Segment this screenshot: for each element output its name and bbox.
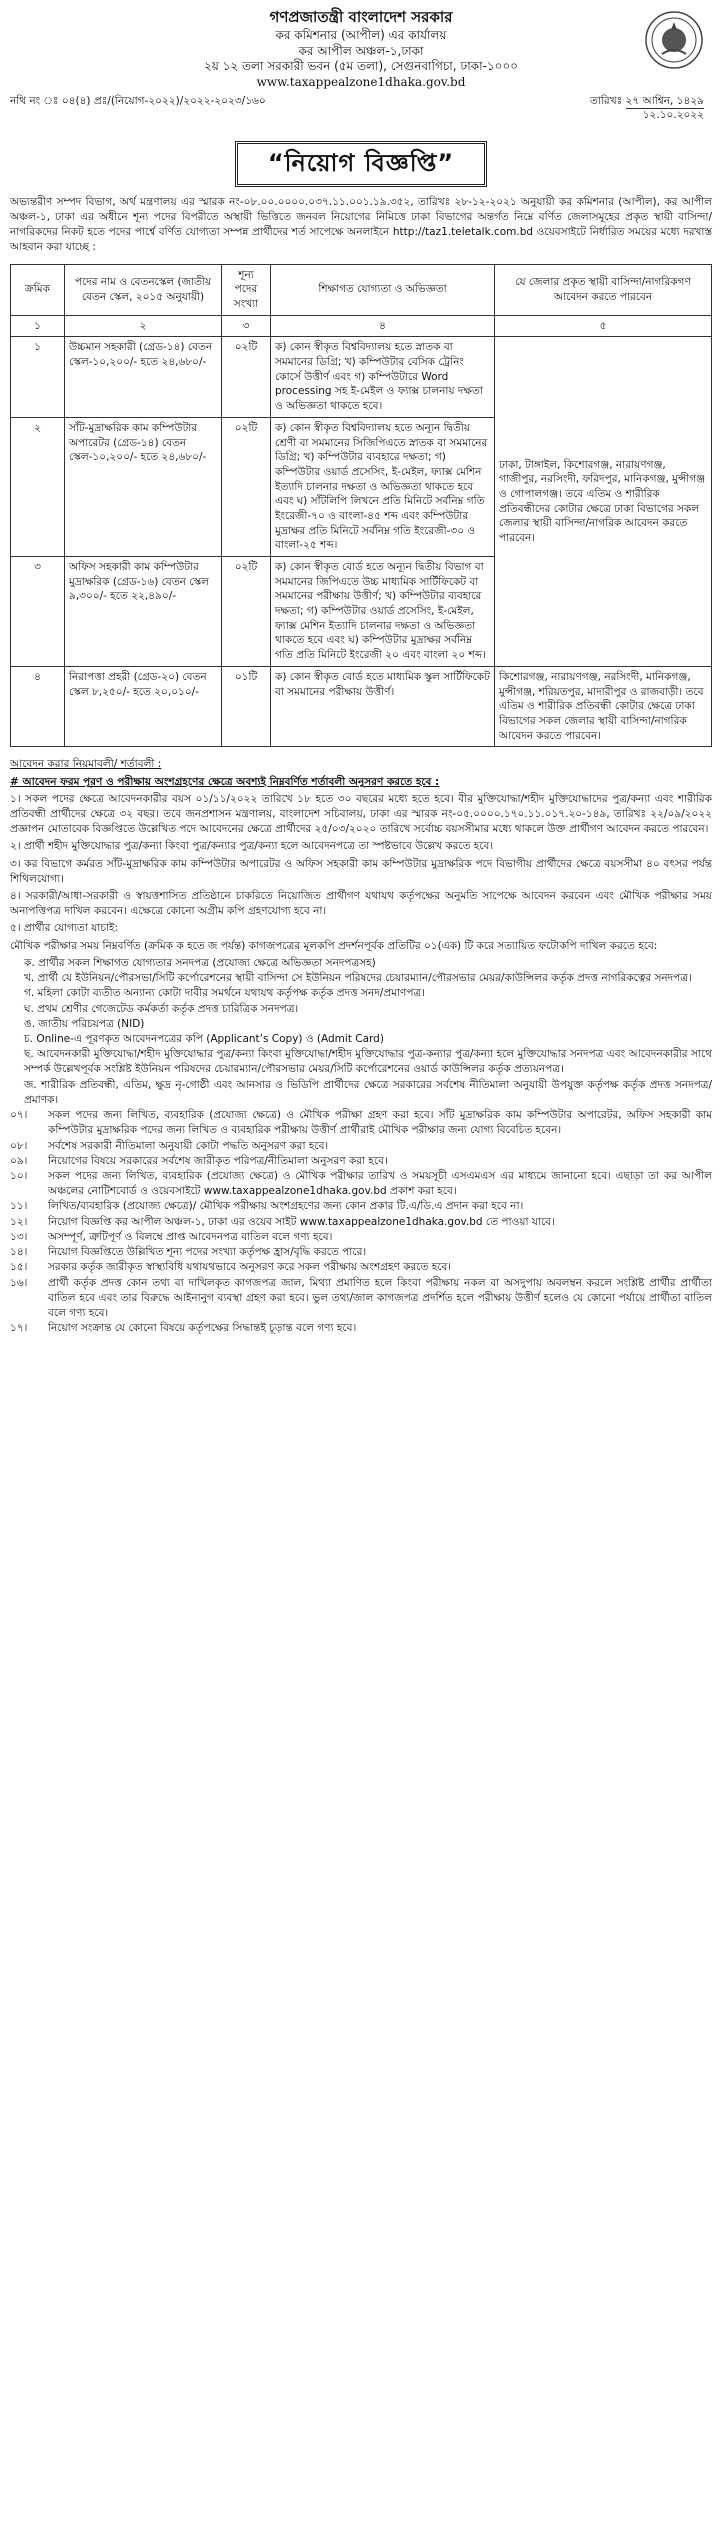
date-label: তারিখঃ <box>590 95 623 108</box>
item-number: ০৮। <box>10 1139 28 1152</box>
rule-paragraph: ১। সকল পদের ক্ষেত্রে আবেদনকারীর বয়স ০১/১১/২০২২ তারিখে ১৮ হতে ৩০ বছরের মধ্যে হতে হবে। বীর মুক্তিযোদ্ধা/শহীদ মুক্তিযোদ্ধাদের পুত্র/কন্যা এবং শারীরিক প্রতিবন্ধী প্রার্থীদের ক্ষেত্রে ৩২ বছর। তবে জনপ্রশাসন মন্ত্রণালয়, বাংলাদেশ সচিবালয়, ঢাকা এর স্মারক নং-০৫.০০০০.১৭০.১১.০১৭.২০-১৪৯, তারিখঃ ২২/০৯/২০২২ প্রজ্ঞাপন মোতাবেক বিজ্ঞপ্তিতে উল্লেখিত পদে আবেদনের ক্ষেত্রে প্রার্থীদের ২৫/০৩/২০২০ তারিখে সর্বোচ্চ বয়সসীমার মধ্যে থাকলে উক্ত প্রার্থীগণ আবেদন করতে পারবেন। <box>10 792 712 836</box>
item-text: সর্বশেষ সরকারী নীতিমালা অনুযায়ী কোটা পদ্ধতি অনুসরণ করা হবে। <box>48 1139 329 1152</box>
row-post: উচ্চমান সহকারী (গ্রেড-১৪) বেতন স্কেল-১০,২০০/- হতে ২৪,৬৮০/- <box>65 337 222 417</box>
office-address: ২য় ১২ তলা সরকারী ভবন (৫ম তলা), সেগুনবাগিচা, ঢাকা-১০০০ <box>203 59 519 74</box>
date-block <box>590 95 704 123</box>
government-seal-icon <box>644 10 704 70</box>
document-item: ঙ. জাতীয় পরিচয়পত্র (NID) <box>24 1017 145 1030</box>
row-serial: ১ <box>11 337 65 417</box>
header-serial: ক্রমিক <box>11 264 65 315</box>
date-english: ১২.১০.২০২২ <box>642 108 704 121</box>
document-item: ঘ. প্রথম শ্রেণীর গেজেটেড কর্মকর্তা কর্তৃক প্রদত্ত চারিত্রিক সনদপত্র। <box>24 1002 299 1015</box>
row-districts: ঢাকা, টাঙ্গাইল, কিশোরগঞ্জ, নারায়ণগঞ্জ, গাজীপুর, নরসিংদী, ফরিদপুর, মানিকগঞ্জ, মুন্সীগঞ্জ ও গোপালগঞ্জ। তবে এতিম ও শারীরিক প্রতিবন্ধীদের কোটার ক্ষেত্রে ঢাকা বিভাগের সকল জেলার স্থায়ী বাসিন্দা/নাগরিক আবেদন করতে পারবেন। <box>495 337 712 666</box>
row-vacancy: ০২টি <box>222 337 271 417</box>
item-text: সরকার কর্তৃক জারীকৃত স্বাস্থ্যবিধি যথাযথভাবে অনুসরণ করে সকল পরীক্ষায় অংশগ্রহণ করতে হবে। <box>48 1261 452 1274</box>
item-text: সকল পদের জন্য লিখিত, ব্যবহারিক (প্রযোজ্য ক্ষেত্রে) ও মৌখিক পরীক্ষার তারিখ ও সময়সূচী এসএমএস এর মাধ্যমে জানানো হবে। এছাড়া তা কর আপীল অঞ্চলের নোটিশবোর্ড ও ওয়েবসাইটে www.taxappealzone1dhaka.gov.bd প্রকাশ করা হবে। <box>48 1169 712 1198</box>
office-name: কর কমিশনার (আপীল) এর কার্যালয় <box>275 27 447 42</box>
memo-number: নথি নং ঃ ০৪(৪) প্রঃ/(নিয়োগ-২০২২)/২০২২-২০২৩/১৬০ <box>10 95 266 108</box>
column-number-row <box>11 315 712 337</box>
row-qualification: ক) কোন স্বীকৃত বোর্ড হতে অন্যূন দ্বিতীয় বিভাগ বা সমমানের জিপিএতে উচ্চ মাধ্যমিক সার্টিফিকেট বা সমমানের পরীক্ষায় উত্তীর্ণ; খ) কম্পিউটার ব্যবহারে দক্ষতা; গ) কম্পিউটার ওয়ার্ড প্রসেসিং, ই-মেইল, ফ্যাক্স মেশিন ইত্যাদি চালনার দক্ষতা ও অভিজ্ঞতা থাকতে হবে এবং ঘ) কম্পিউটার মুদ্রাক্ষর সর্বনিম্ন গতি প্রতি মিনিটে ইংরেজী ২০ এবং বাংলা ২০ শব্দ। <box>271 557 495 667</box>
item-text: প্রার্থী কর্তৃক প্রদত্ত কোন তথ্য বা দাখিলকৃত কাগজপত্র জাল, মিথ্যা প্রমাণিত হলে কিংবা পরীক্ষায় নকল বা অসদুপায় অবলম্বন করলে সংশ্লিষ্ট প্রার্থীর প্রার্থীতা বাতিল হবে এবং তার বিরুদ্ধে আইনানুগ ব্যবস্থা গ্রহণ করা হবে। ভুল তথ্য/জাল কাগজপত্র প্রদর্শিত হলে পরীক্ষায় উত্তীর্ণ হলেও যে কোনো পর্যায়ে প্রার্থীতা বাতিল বলে গণ্য হবে। <box>48 1276 712 1319</box>
row-vacancy: ০২টি <box>222 417 271 556</box>
reference-row <box>10 95 712 139</box>
row-vacancy: ০১টি <box>222 666 271 746</box>
letterhead <box>10 8 712 91</box>
list-item <box>10 1321 712 1336</box>
list-item <box>10 1230 712 1245</box>
zone-name: কর আপীল অঞ্চল-১,ঢাকা <box>298 43 424 58</box>
item-number: ১৭। <box>10 1322 28 1335</box>
item-text: অসম্পূর্ণ, ত্রুটিপূর্ণ ও বিলম্বে প্রাপ্ত আবেদনপত্র বাতিল বলে গণ্য হবে। <box>48 1230 333 1243</box>
posts-table <box>10 264 712 748</box>
intro-paragraph: অভ্যন্তরীণ সম্পদ বিভাগ, অর্থ মন্ত্রণালয় এর স্মারক নং-০৮.০০.০০০০.০৩৭.১১.০০১.১৯.৩৫২, তারিখঃ ২৮-১২-২০২১ অনুযায়ী কর কমিশনার (আপীল), কর আপীল অঞ্চল-১, ঢাকা এর অধীনে শূন্য পদের বিপরীতে অস্থায়ী ভিত্তিতে জনবল নিয়োগের নিমিত্তে ঢাকা বিভাগের অন্তর্গত নিম্নে বর্ণিত জেলাসমূহের প্রকৃত স্থায়ী বাসিন্দা/নাগরিকদের নিকট হতে পদের পার্শ্বে বর্ণিত যোগ্যতা সম্পন্ন প্রার্থীদের শর্ত সাপেক্ষে অনলাইনে http://taz1.teletalk.com.bd ওয়েবসাইটে নির্ধারিত সময়ের মধ্যে দরখাস্ত আহবান করা যাচ্ছে : <box>10 195 712 254</box>
header-qualification: শিক্ষাগত যোগ্যতা ও অভিজ্ঞতা <box>271 264 495 315</box>
table-row <box>11 337 712 417</box>
row-vacancy: ০২টি <box>222 557 271 667</box>
header-vacancy: শূন্য পদের সংখ্যা <box>222 264 271 315</box>
document-item: চ. Online-এ পূরণকৃত আবেদনপত্রের কপি (Applicant’s Copy) ও (Admit Card) <box>24 1033 384 1045</box>
row-serial: ২ <box>11 417 65 556</box>
item-number: ১০। <box>10 1169 28 1182</box>
item-number: ১৪। <box>10 1246 28 1259</box>
list-item <box>10 1215 712 1230</box>
list-item <box>10 1108 712 1138</box>
row-districts: কিশোরগঞ্জ, নারায়ণগঞ্জ, নরসিংদী, মানিকগঞ্জ, মুন্সীগঞ্জ, শরিয়তপুর, মাদারীপুর ও রাজবাড়ী। তবে এতিম ও শারীরিক প্রতিবন্ধী কোটার ক্ষেত্রে ঢাকা বিভাগের সকল জেলার স্থায়ী বাসিন্দা/নাগরিক আবেদন করতে পারবেন। <box>495 666 712 746</box>
date-bengali: ২৭ আশ্বিন, ১৪২৯ <box>625 95 704 108</box>
table-row <box>11 666 712 746</box>
document-item: ক. প্রার্থীর সকল শিক্ষাগত যোগ্যতার সনদপত্র (প্রযোজ্য ক্ষেত্রে অভিজ্ঞতা সনদপত্রসহ) <box>24 956 376 969</box>
row-post: অফিস সহকারী কাম কম্পিউটার মুদ্রাক্ষরিক (গ্রেড-১৬) বেতন স্কেল ৯,৩০০/- হতে ২২,৪৯০/- <box>65 557 222 667</box>
government-name: গণপ্রজাতন্ত্রী বাংলাদেশ সরকার <box>269 8 453 26</box>
title-wrap <box>10 141 712 187</box>
col-num: ২ <box>65 315 222 337</box>
rule-paragraph: ৫। প্রার্থীর যোগ্যতা যাচাই: <box>10 922 119 935</box>
table-header-row <box>11 264 712 315</box>
rule-paragraph: ৩। কর বিভাগে কর্মরত সাঁট-মুদ্রাক্ষরিক কাম কম্পিউটার অপারেটর ও অফিস সহকারী কাম কম্পিউটার মুদ্রাক্ষরিক পদে বিভাগীয় প্রার্থীদের ক্ষেত্রে বয়সসীমা ৪০ বৎসর পর্যন্ত শিথিলযোগ্য। <box>10 857 712 885</box>
header-post: পদের নাম ও বেতনস্কেল (জাতীয় বেতন স্কেল, ২০১৫ অনুযায়ী) <box>65 264 222 315</box>
website-url: www.taxappealzone1dhaka.gov.bd <box>256 75 466 90</box>
list-item <box>10 1276 712 1322</box>
item-text: নিয়োগ বিজ্ঞপ্তি কর আপীল অঞ্চল-১, ঢাকা এর ওয়েব সাইট www.taxappealzone1dhaka.gov.bd তে পাওয়া যাবে। <box>48 1215 555 1228</box>
list-item <box>10 1139 712 1154</box>
notice-title: “নিয়োগ বিজ্ঞপ্তি” <box>235 141 487 187</box>
row-qualification: ক) কোন স্বীকৃত বিশ্ববিদ্যালয় হতে অন্যূন দ্বিতীয় শ্রেণী বা সমমানের সিজিপিএতে স্নাতক বা সমমানের ডিগ্রি; খ) কম্পিউটার ব্যবহারে দক্ষতা; গ) কম্পিউটার ওয়ার্ড প্রসেসিং, ই-মেইল, ফ্যাক্স মেশিন ইত্যাদি চালনার দক্ষতা ও অভিজ্ঞতা থাকতে হবে এবং ঘ) সাঁটলিপি লিখনে প্রতি মিনিটে সর্বনিম্ন গতি ইংরেজী-৭০ ও বাংলা-৪৫ শব্দ এবং কম্পিউটার মুদ্রাক্ষর প্রতি মিনিটে সর্বনিম্ন গতি ইংরেজী-৩০ ও বাংলা-২৫ শব্দ। <box>271 417 495 556</box>
rule-paragraph: ৪। সরকারী/আধা-সরকারী ও স্বায়ত্তশাসিত প্রতিষ্ঠানে চাকরিতে নিয়োজিত প্রার্থীগণ যথাযথ কর্তৃপক্ষের অনুমতি সাপেক্ষে আবেদন করবেন এবং মৌখিক পরীক্ষার সময় অনাপত্তিপত্র দাখিল করবেন। এক্ষেত্রে কোনো অগ্রীম কপি গ্রহণযোগ্য হবে না। <box>10 890 712 918</box>
row-qualification: ক) কোন স্বীকৃত বিশ্ববিদ্যালয় হতে স্নাতক বা সমমানের ডিগ্রি; খ) কম্পিউটার বেসিক ট্রেনিং কোর্সে উত্তীর্ণ এবং গ) কম্পিউটারে Word processing সহ ই-মেইল ও ফ্যাক্স চালনায় দক্ষতা ও অভিজ্ঞতা থাকতে হবে। <box>271 337 495 417</box>
document-item: জ. শারীরিক প্রতিবন্ধী, এতিম, ক্ষুদ্র নৃ-গোষ্ঠী এবং আনসার ও ভিডিপি প্রার্থীদের ক্ষেত্রে সরকারের সর্বশেষ নীতিমালা অনুযায়ী উপযুক্ত কর্তৃপক্ষ কর্তৃক প্রদত্ত সনদপত্র/প্রমাণক। <box>24 1078 712 1106</box>
item-text: সকল পদের জন্য লিখিত, ব্যবহারিক (প্রযোজ্য ক্ষেত্রে) ও মৌখিক পরীক্ষা গ্রহণ করা হবে। সাঁট মুদ্রাক্ষরিক কাম কম্পিউটার অপারেটর, অফিস সহকারী কাম কম্পিউটার মুদ্রাক্ষরিক পদের জন্য লিখিত ও ব্যবহারিক পরীক্ষায় উত্তীর্ণ প্রার্থীরাই মৌখিক পরীক্ষার জন্য যোগ্য বিবেচিত হবেন। <box>48 1109 712 1137</box>
document-item: খ. প্রার্থী যে ইউনিয়ন/পৌরসভা/সিটি কর্পোরেশনের স্থায়ী বাসিন্দা সে ইউনিয়ন পরিষদের চেয়ারম্যান/পৌরসভার মেয়র/কাউন্সিলর কর্তৃক প্রদত্ত নাগরিকত্বের সনদপত্র। <box>24 972 692 985</box>
document-item: ছ. আবেদনকারী মুক্তিযোদ্ধা/শহীদ মুক্তিযোদ্ধার পুত্র/কন্যা কিংবা মুক্তিযোদ্ধা/শহীদ মুক্তিযোদ্ধার পুত্র-কন্যার পুত্র/কন্যা হলে মুক্তিযোদ্ধার সনদপত্র এবং আবেদনকারীর সাথে সম্পর্ক উল্লেখপূর্বক সংশ্লিষ্ট ইউনিয়ন পরিষদের চেয়ারম্যান/পৌরসভার মেয়র/সিটি কর্পোরেশনের ওয়ার্ড কাউন্সিলর কর্তৃক প্রত্যয়নপত্র। <box>24 1048 712 1076</box>
item-text: নিয়োগ সংক্রান্ত যে কোনো বিষয়ে কর্তৃপক্ষের সিদ্ধান্তই চূড়ান্ত বলে গণ্য হবে। <box>48 1322 357 1335</box>
col-num: ৩ <box>222 315 271 337</box>
item-text: লিখিত/ব্যবহারিক (প্রযোজ্য ক্ষেত্রে)/ মৌখিক পরীক্ষায় অংশগ্রহণের জন্য কোন প্রকার টি.এ/ডি.এ প্রদান করা হবে না। <box>48 1200 524 1213</box>
item-number: ১৫। <box>10 1261 28 1274</box>
row-post: নিরাপত্তা প্রহরী (গ্রেড-২০) বেতন স্কেল ৮,২৫০/- হতে ২০,০১০/- <box>65 666 222 746</box>
list-item <box>10 1199 712 1214</box>
header-district: যে জেলার প্রকৃত স্থায়ী বাসিন্দা/নাগরিকগণ আবেদন করতে পারবেন <box>495 264 712 315</box>
item-number: ১১। <box>10 1200 28 1213</box>
item-number: ১৩। <box>10 1230 28 1243</box>
col-num: ৫ <box>495 315 712 337</box>
item-text: নিয়োগের বিষয়ে সরকারের সর্বশেষ জারীকৃত পরিপত্র/নীতিমালা অনুসরণ করা হবে। <box>48 1154 388 1167</box>
row-post: সাঁট-মুদ্রাক্ষরিক কাম কম্পিউটার অপারেটর (গ্রেড-১৪) বেতন স্কেল-১০,২০০/- হতে ২৪,৬৮০/- <box>65 417 222 556</box>
list-item <box>10 1245 712 1260</box>
rules-section <box>10 757 712 1336</box>
item-number: ০৯। <box>10 1154 28 1167</box>
row-qualification: ক) কোন স্বীকৃত বোর্ড হতে মাধ্যমিক স্কুল সার্টিফিকেট বা সমমানের পরীক্ষায় উত্তীর্ণ। <box>271 666 495 746</box>
col-num: ১ <box>11 315 65 337</box>
rules-note: # আবেদন ফরম পূরণ ও পরীক্ষায় অংশগ্রহণের ক্ষেত্রে অবশ্যই নিম্নবর্ণিত শর্তাবলী অনুসরণ করতে হবে : <box>10 775 440 788</box>
list-item <box>10 1260 712 1275</box>
col-num: ৪ <box>271 315 495 337</box>
list-item <box>10 1169 712 1199</box>
item-number: ০৭। <box>10 1109 28 1122</box>
rule-paragraph: ২। প্রার্থী শহীদ মুক্তিযোদ্ধার পুত্র/কন্যা কিংবা পুত্র/কন্যার পুত্র/কন্যা হলে আবেদনপত্রে তা স্পষ্টভাবে উল্লেখ করতে হবে। <box>10 840 494 853</box>
row-serial: ৪ <box>11 666 65 746</box>
row-serial: ৩ <box>11 557 65 667</box>
list-item <box>10 1154 712 1169</box>
rule-paragraph: মৌখিক পরীক্ষার সময় নিম্নবর্ণিত (ক্রমিক ক হতে জ পর্যন্ত) কাগজপত্রের মূলকপি প্রদর্শনপূর্বক প্রতিটির ০১(এক) টি করে সত্যায়িত ফটোকপি দাখিল করতে হবে: <box>10 939 658 952</box>
item-text: নিয়োগ বিজ্ঞপ্তিতে উল্লিখিত শূন্য পদের সংখ্যা কর্তৃপক্ষ হ্রাস/বৃদ্ধি করতে পারে। <box>48 1246 367 1259</box>
rules-title: আবেদন করার নিয়মাবলী/ শর্তাবলী : <box>10 758 162 771</box>
document-item: গ. মহিলা কোটা ব্যতীত অন্যান্য কোটা দাবীর সমর্থনে যথাযথ কর্তৃপক্ষ কর্তৃক প্রদত্ত সনদ/প্রমাণপত্র। <box>24 987 425 1000</box>
item-number: ১৬। <box>10 1276 28 1289</box>
item-number: ১২। <box>10 1215 28 1228</box>
